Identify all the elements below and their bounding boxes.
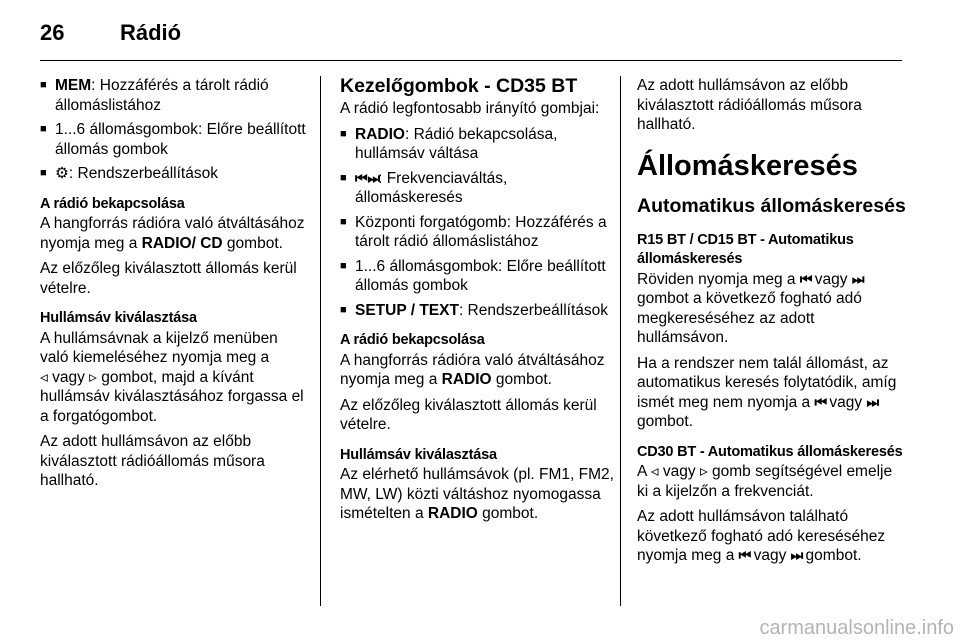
section-heading: A rádió bekapcsolása xyxy=(40,195,185,212)
paragraph: Ha a rendszer nem talál állomást, az automatikus keresés folytatódik, amíg ismét meg nem nyomja a ⏮ vagy ⏭ gombot. xyxy=(637,354,897,430)
bullet-icon: ■ xyxy=(340,171,347,184)
column-divider xyxy=(620,76,621,606)
bullet-icon: ■ xyxy=(40,123,47,135)
list-item: ■ 1...6 állomásgombok: Előre beállított állomás gombok xyxy=(40,121,306,158)
header-divider xyxy=(40,60,902,61)
column-divider xyxy=(320,76,321,606)
seek-icons: ⏮ ⏭ xyxy=(355,169,379,186)
page-number: 26 xyxy=(40,20,65,45)
section-heading: CD30 BT - Automatikus állomáskeresés xyxy=(637,443,903,460)
list-item: ■ SETUP / TEXT: Rendszerbeállítások xyxy=(340,301,608,319)
paragraph: A hangforrás rádióra való átváltásához nyomja meg a RADIO gombot. xyxy=(340,351,605,388)
paragraph: Az elérhető hullámsávok (pl. FM1, FM2, MW, LW) közti váltáshoz nyomogassa ismételten a RADIO gombot. xyxy=(340,466,614,522)
bullet-icon: ■ xyxy=(340,303,347,316)
paragraph: Az adott hullámsávon az előbb kiválasztott rádióállomás műsora hallható. xyxy=(40,433,265,489)
bullet-icon: ■ xyxy=(340,215,347,228)
paragraph: Az előzőleg kiválasztott állomás kerül vételre. xyxy=(40,260,297,297)
seek-forward-icon: ⏭ xyxy=(851,270,863,287)
paragraph: A rádió legfontosabb irányító gombjai: xyxy=(340,100,600,117)
seek-back-icon: ⏮ xyxy=(738,547,750,563)
page-title: Rádió xyxy=(120,20,182,45)
section-heading: Hullámsáv kiválasztása xyxy=(40,310,197,326)
seek-forward-icon: ⏭ xyxy=(790,547,802,563)
left-arrow-icon: ◃ xyxy=(40,368,48,386)
paragraph: A hangforrás rádióra való átváltásához nyomja meg a RADIO/ CD gombot. xyxy=(40,215,305,252)
seek-back-icon: ⏮ xyxy=(799,270,811,287)
chapter-title: Állomáskeresés xyxy=(637,149,858,182)
section-heading: Hullámsáv kiválasztása xyxy=(340,446,497,463)
paragraph: Röviden nyomja meg a ⏮ vagy ⏭ gombot a következő fogható adó megkereséséhez az adott hullámsávon. xyxy=(637,270,863,346)
paragraph: A ◃ vagy ▹ gomb segítségével emelje ki a kijelzőn a frekvenciát. xyxy=(637,463,893,500)
column-2 xyxy=(340,76,615,530)
bullet-icon: ■ xyxy=(340,259,347,272)
list-item: ■ 1...6 állomásgombok: Előre beállított állomás gombok xyxy=(340,257,606,294)
left-arrow-icon: ◃ xyxy=(650,463,659,480)
list-item: ■ RADIO: Rádió bekapcsolása, hullámsáv váltása xyxy=(340,125,558,162)
list-item: ■ Központi forgatógomb: Hozzáférés a tárolt rádió állomáslistához xyxy=(340,213,607,250)
bullet-icon: ■ xyxy=(40,79,47,91)
seek-back-icon: ⏮ xyxy=(814,393,826,410)
bullet-icon: ■ xyxy=(40,167,47,179)
right-arrow-icon: ▹ xyxy=(89,368,97,386)
list-item: ■ ⚙: Rendszerbeállítások xyxy=(40,165,218,182)
paragraph: A hullámsávnak a kijelző menüben való kiemeléséhez nyomja meg a ◃ vagy ▹ gombot, majd a kívánt hullámsáv kiválasztásához forgassa el a forgatógombot. xyxy=(40,329,304,425)
section-title: Kezelőgombok - CD35 BT xyxy=(340,75,578,97)
column-1 xyxy=(40,76,308,497)
section-heading: A rádió bekapcsolása xyxy=(340,332,485,348)
list-item: ■ MEM: Hozzáférés a tárolt rádió állomáslistához xyxy=(40,77,269,114)
right-arrow-icon: ▹ xyxy=(699,463,708,480)
settings-icon: ⚙ xyxy=(55,165,69,182)
seek-forward-icon: ⏭ xyxy=(866,393,878,410)
paragraph: Az adott hullámsávon található következő fogható adó kereséséhez nyomja meg a ⏮ vagy ⏭ gombot. xyxy=(637,508,886,564)
paragraph: Az adott hullámsávon az előbb kiválasztott rádióállomás műsora hallható. xyxy=(637,77,862,133)
watermark: carmanualsonline.info xyxy=(759,617,954,639)
subsection-title: Automatikus állomáskeresés xyxy=(637,194,906,217)
paragraph: Az előzőleg kiválasztott állomás kerül vételre. xyxy=(340,396,597,433)
list-item: ■ ⏮ ⏭: Frekvenciaváltás, állomáskeresés xyxy=(340,169,508,206)
section-heading: R15 BT / CD15 BT - Automatikus állomáskeresés xyxy=(637,231,854,267)
column-3 xyxy=(637,76,907,572)
bullet-icon: ■ xyxy=(340,127,347,140)
